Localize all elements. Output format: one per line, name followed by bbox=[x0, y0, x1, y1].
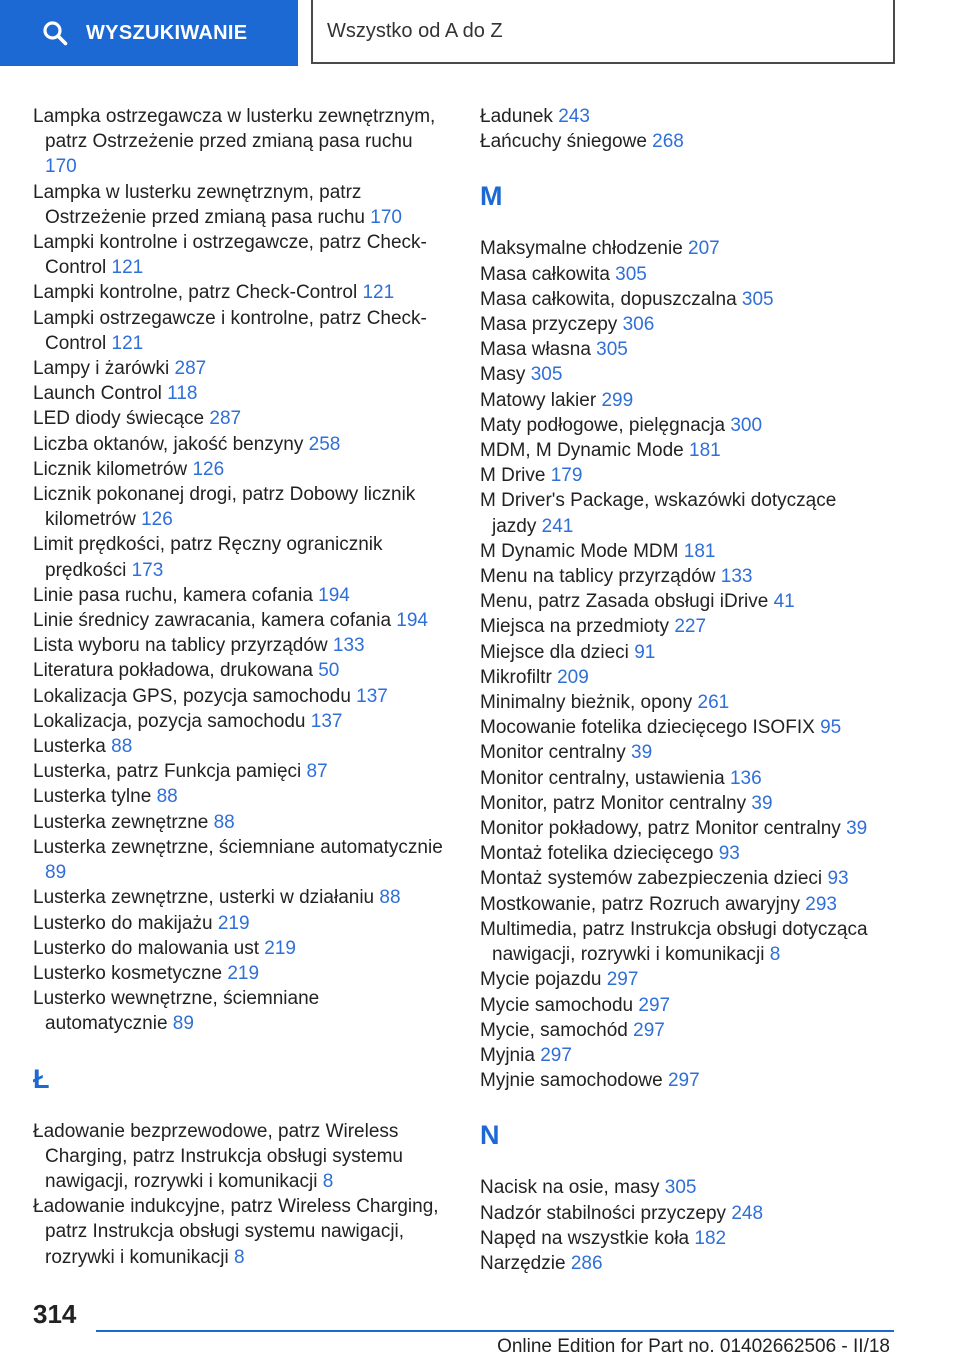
index-entry-page-link[interactable]: 133 bbox=[332, 635, 365, 657]
index-entry bbox=[480, 1226, 885, 1251]
search-label: WYSZUKIWANIE bbox=[86, 21, 248, 44]
index-entry-term: M Drive bbox=[480, 465, 546, 487]
index-entry-page-link[interactable]: 126 bbox=[192, 458, 225, 480]
index-entry-page-link[interactable]: 181 bbox=[683, 540, 716, 562]
index-entry-term: Łańcuchy śniegowe bbox=[480, 131, 647, 153]
index-entry-page-link[interactable]: 133 bbox=[720, 566, 753, 588]
index-entry-page-link[interactable]: 194 bbox=[318, 584, 350, 606]
index-entry-page-link[interactable]: 219 bbox=[227, 962, 260, 984]
index-entry bbox=[480, 1018, 885, 1043]
index-entry-term: M Dynamic Mode MDM bbox=[480, 540, 679, 562]
index-entry bbox=[33, 961, 443, 986]
index-entry-term: Launch Control bbox=[33, 383, 162, 405]
index-entry bbox=[480, 539, 885, 564]
index-entry bbox=[480, 438, 885, 463]
index-entry-term: Lampki ostrzegawcze i kontrolne, patrz Check-Control bbox=[33, 307, 427, 354]
index-entry bbox=[480, 791, 885, 816]
index-entry-term: Masa przyczepy bbox=[480, 314, 618, 336]
index-entry-term: Miejsce dla dzieci bbox=[480, 641, 629, 663]
index-entry-term: Lampka ostrzegawcza w lusterku zewnętrznym, patrz Ostrzeżenie przed zmianą pasa ruchu bbox=[33, 106, 436, 153]
index-entry-term: Lusterka tylne bbox=[33, 786, 152, 808]
index-entry-term: Myjnia bbox=[480, 1044, 535, 1066]
index-entry-term: MDM, M Dynamic Mode bbox=[480, 440, 684, 462]
index-entry-page-link[interactable]: 293 bbox=[805, 893, 837, 915]
index-entry-term: Ładunek bbox=[480, 106, 553, 127]
index-entry bbox=[33, 986, 443, 1036]
index-entry-term: Montaż systemów zabezpieczenia dzieci bbox=[480, 868, 823, 890]
index-entry bbox=[480, 362, 885, 387]
footer-edition: Online Edition for Part no. 01402662506 - II/18 bbox=[497, 1336, 890, 1357]
index-entry bbox=[33, 658, 443, 683]
index-entry-term: Masa całkowita, dopuszczalna bbox=[480, 288, 737, 310]
index-entry bbox=[480, 463, 885, 488]
index-entry-page-link[interactable]: 305 bbox=[615, 263, 647, 285]
index-entry-term: Monitor centralny bbox=[480, 742, 626, 764]
index-entry-page-link[interactable]: 50 bbox=[318, 660, 340, 682]
index-entry-page-link[interactable]: 297 bbox=[633, 1019, 665, 1041]
index-entry-page-link[interactable]: 287 bbox=[209, 408, 242, 430]
index-entry-page-link[interactable]: 297 bbox=[638, 994, 671, 1016]
index-entry-term: Mycie pojazdu bbox=[480, 969, 602, 991]
index-entry bbox=[480, 312, 885, 337]
index-entry bbox=[480, 917, 885, 967]
index-entry-page-link[interactable]: 121 bbox=[111, 257, 144, 279]
index-entry-term: Narzędzie bbox=[480, 1252, 566, 1274]
index-entry-page-link[interactable]: 126 bbox=[141, 509, 173, 531]
index-column-left bbox=[33, 104, 443, 1270]
index-entry bbox=[33, 759, 443, 784]
index-entry-page-link[interactable]: 297 bbox=[667, 1070, 700, 1092]
index-entry-term: Lusterko do malowania ust bbox=[33, 937, 260, 959]
index-entry-term: Monitor, patrz Monitor centralny bbox=[480, 792, 747, 814]
index-entry-page-link[interactable]: 241 bbox=[541, 515, 574, 537]
index-entry bbox=[33, 633, 443, 658]
index-entry-page-link[interactable]: 8 bbox=[769, 944, 781, 966]
index-entry bbox=[33, 911, 443, 936]
index-entry-term: Lusterka zewnętrzne, usterki w działaniu bbox=[33, 887, 375, 909]
index-entry bbox=[480, 129, 885, 154]
index-entry bbox=[33, 356, 443, 381]
index-entry bbox=[480, 262, 885, 287]
index-entry bbox=[480, 816, 885, 841]
index-entry bbox=[33, 104, 443, 180]
index-entry bbox=[480, 287, 885, 312]
index-entry-page-link[interactable]: 88 bbox=[213, 811, 235, 833]
index-entry-term: Lusterka zewnętrzne bbox=[33, 811, 209, 833]
index-entry-term: Matowy lakier bbox=[480, 389, 597, 411]
index-entry-term: Ładowanie indukcyjne, patrz Wireless Charging, patrz Instrukcja obsługi systemu nawigacji, rozrywki i komunikacji bbox=[33, 1196, 439, 1268]
index-entry-term: Napęd na wszystkie koła bbox=[480, 1227, 690, 1249]
index-entry-term: Lusterko kosmetyczne bbox=[33, 962, 223, 984]
index-entry-term: Licznik pokonanej drogi, patrz Dobowy licznik kilometrów bbox=[33, 484, 416, 531]
index-entry-page-link[interactable]: 300 bbox=[730, 414, 763, 436]
index-entry bbox=[33, 709, 443, 734]
index-entry bbox=[480, 967, 885, 992]
index-entry-page-link[interactable]: 121 bbox=[362, 282, 395, 304]
index-entry-term: Minimalny bieżnik, opony bbox=[480, 692, 693, 714]
index-entry-page-link[interactable]: 88 bbox=[379, 887, 401, 909]
index-entry bbox=[33, 885, 443, 910]
index-entry-term: Mikrofiltr bbox=[480, 666, 552, 688]
footer-divider bbox=[96, 1330, 894, 1332]
index-entry-page-link[interactable]: 170 bbox=[370, 206, 402, 228]
index-entry-term: Lokalizacja GPS, pozycja samochodu bbox=[33, 685, 351, 707]
index-entry bbox=[33, 280, 443, 305]
index-entry bbox=[480, 841, 885, 866]
index-entry-term: Lampy i żarówki bbox=[33, 358, 170, 380]
index-entry-term: Menu na tablicy przyrządów bbox=[480, 566, 716, 588]
index-entry bbox=[480, 715, 885, 740]
index-entry-page-link[interactable]: 243 bbox=[558, 106, 590, 127]
index-entry-term: Mocowanie fotelika dziecięcego ISOFIX bbox=[480, 717, 815, 739]
index-entry-page-link[interactable]: 194 bbox=[396, 610, 428, 632]
index-entry bbox=[480, 993, 885, 1018]
index-entry-term: Mostkowanie, patrz Rozruch awaryjny bbox=[480, 893, 800, 915]
index-entry-page-link[interactable]: 305 bbox=[741, 288, 774, 310]
index-entry bbox=[480, 413, 885, 438]
index-entry bbox=[33, 482, 443, 532]
index-entry-term: Lista wyboru na tablicy przyrządów bbox=[33, 635, 328, 657]
index-entry-page-link[interactable]: 297 bbox=[540, 1044, 572, 1066]
index-entry-page-link[interactable]: 258 bbox=[308, 433, 341, 455]
index-entry bbox=[480, 488, 885, 538]
index-entry-page-link[interactable]: 8 bbox=[233, 1246, 245, 1268]
index-entry-term: Lusterka, patrz Funkcja pamięci bbox=[33, 761, 302, 783]
index-entry-page-link[interactable]: 181 bbox=[689, 440, 721, 462]
index-entry bbox=[33, 532, 443, 582]
index-entry-page-link[interactable]: 261 bbox=[697, 692, 730, 714]
index-entry-page-link[interactable]: 88 bbox=[111, 736, 133, 758]
index-entry-term: Linie pasa ruchu, kamera cofania bbox=[33, 584, 313, 606]
index-entry-page-link[interactable]: 136 bbox=[729, 767, 762, 789]
index-entry-page-link[interactable]: 89 bbox=[45, 862, 67, 884]
index-entry-term: Ładowanie bezprzewodowe, patrz Wireless Charging, patrz Instrukcja obsługi systemu nawigacji, rozrywki i komunikacji bbox=[33, 1120, 403, 1192]
index-entry bbox=[33, 583, 443, 608]
index-entry-term: Literatura pokładowa, drukowana bbox=[33, 660, 313, 682]
index-entry bbox=[33, 1119, 443, 1195]
index-entry-term: M Driver's Package, wskazówki dotyczące jazdy bbox=[480, 490, 837, 537]
index-entry-page-link[interactable]: 179 bbox=[550, 465, 583, 487]
index-entry bbox=[480, 740, 885, 765]
index-entry-page-link[interactable]: 87 bbox=[306, 761, 328, 783]
index-entry-term: Linie średnicy zawracania, kamera cofania bbox=[33, 610, 392, 632]
index-entry-term: Lampki kontrolne i ostrzegawcze, patrz Check-Control bbox=[33, 232, 427, 279]
index-entry-page-link[interactable]: 88 bbox=[156, 786, 178, 808]
index-entry-page-link[interactable]: 207 bbox=[688, 238, 720, 260]
index-entry bbox=[33, 406, 443, 431]
index-entry-page-link[interactable]: 286 bbox=[570, 1252, 603, 1274]
index-entry bbox=[480, 1201, 885, 1226]
index-letter-heading: Ł bbox=[33, 1063, 50, 1094]
index-entry-term: Mycie, samochód bbox=[480, 1019, 628, 1041]
index-entry-term: Nadzór stabilności przyczepy bbox=[480, 1202, 727, 1224]
index-entry-page-link[interactable]: 219 bbox=[217, 912, 250, 934]
index-entry-term: Maksymalne chłodzenie bbox=[480, 238, 683, 260]
index-entry bbox=[480, 1068, 885, 1093]
index-entry-page-link[interactable]: 89 bbox=[172, 1013, 194, 1035]
index-entry-page-link[interactable]: 248 bbox=[731, 1202, 764, 1224]
index-entry-page-link[interactable]: 287 bbox=[174, 358, 207, 380]
index-entry-term: Maty podłogowe, pielęgnacja bbox=[480, 414, 726, 436]
index-entry-term: Mycie samochodu bbox=[480, 994, 634, 1016]
index-entry-term: Montaż fotelika dziecięcego bbox=[480, 843, 714, 865]
index-entry bbox=[33, 457, 443, 482]
index-entry bbox=[33, 306, 443, 356]
index-entry-term: Lampki kontrolne, patrz Check-Control bbox=[33, 282, 358, 304]
index-entry-term: Myjnie samochodowe bbox=[480, 1070, 663, 1092]
section-title: Wszystko od A do Z bbox=[311, 0, 895, 64]
index-column-right bbox=[480, 104, 885, 1276]
index-entry-page-link[interactable]: 41 bbox=[773, 591, 795, 613]
index-entry-page-link[interactable]: 39 bbox=[751, 792, 773, 814]
index-entry bbox=[33, 784, 443, 809]
index-entry bbox=[480, 388, 885, 413]
index-entry-term: Masy bbox=[480, 364, 526, 386]
index-entry-page-link[interactable]: 8 bbox=[322, 1170, 334, 1192]
search-button[interactable] bbox=[0, 0, 298, 66]
index-entry bbox=[480, 665, 885, 690]
index-entry-page-link[interactable]: 268 bbox=[652, 131, 684, 153]
index-entry bbox=[480, 1175, 885, 1200]
index-entry-page-link[interactable]: 93 bbox=[827, 868, 849, 890]
index-entry-page-link[interactable]: 121 bbox=[111, 332, 144, 354]
index-entry-page-link[interactable]: 305 bbox=[530, 364, 563, 386]
index-entry-page-link[interactable]: 182 bbox=[694, 1227, 727, 1249]
index-entry bbox=[480, 564, 885, 589]
top-bar bbox=[0, 0, 960, 66]
index-entry bbox=[33, 936, 443, 961]
index-entry-page-link[interactable]: 209 bbox=[557, 666, 589, 688]
index-entry-term: Limit prędkości, patrz Ręczny ogranicznik prędkości bbox=[33, 534, 383, 581]
index-entry-term: Lusterko wewnętrzne, ściemniane automatycznie bbox=[33, 988, 320, 1035]
index-entry-term: Nacisk na osie, masy bbox=[480, 1177, 660, 1199]
index-entry-term: LED diody świecące bbox=[33, 408, 205, 430]
index-entry-term: Lusterka zewnętrzne, ściemniane automatycznie bbox=[33, 836, 443, 858]
index-entry-page-link[interactable]: 173 bbox=[131, 559, 164, 581]
index-entry bbox=[33, 734, 443, 759]
index-entry bbox=[33, 180, 443, 230]
index-entry-term: Masa własna bbox=[480, 339, 591, 361]
index-entry bbox=[480, 1251, 885, 1276]
index-entry bbox=[480, 892, 885, 917]
index-entry bbox=[33, 835, 443, 885]
index-entry-page-link[interactable]: 39 bbox=[846, 818, 868, 840]
index-entry-page-link[interactable]: 118 bbox=[167, 383, 198, 405]
index-entry-page-link[interactable]: 137 bbox=[356, 685, 388, 707]
index-entry bbox=[480, 236, 885, 261]
index-entry-page-link[interactable]: 219 bbox=[264, 937, 296, 959]
index-entry-term: Miejsca na przedmioty bbox=[480, 616, 670, 638]
index-entry-term: Lampka w lusterku zewnętrznym, patrz Ostrzeżenie przed zmianą pasa ruchu bbox=[33, 181, 365, 228]
index-entry-term: Monitor centralny, ustawienia bbox=[480, 767, 725, 789]
index-entry-term: Masa całkowita bbox=[480, 263, 610, 285]
index-entry bbox=[33, 230, 443, 280]
index-entry-page-link[interactable]: 299 bbox=[601, 389, 634, 411]
index-entry bbox=[480, 766, 885, 791]
index-entry-page-link[interactable]: 95 bbox=[820, 717, 842, 739]
index-entry bbox=[33, 684, 443, 709]
index-entry-page-link[interactable]: 297 bbox=[606, 969, 639, 991]
index-entry bbox=[33, 608, 443, 633]
index-entry-page-link[interactable]: 227 bbox=[674, 616, 707, 638]
index-entry bbox=[480, 640, 885, 665]
index-entry-term: Licznik kilometrów bbox=[33, 458, 188, 480]
index-entry-page-link[interactable]: 305 bbox=[596, 339, 628, 361]
index-entry bbox=[480, 866, 885, 891]
index-letter-heading: N bbox=[480, 1120, 500, 1151]
index-entry bbox=[480, 337, 885, 362]
index-entry-page-link[interactable]: 93 bbox=[718, 843, 740, 865]
index-entry-page-link[interactable]: 306 bbox=[622, 314, 655, 336]
index-entry-page-link[interactable]: 305 bbox=[664, 1177, 697, 1199]
index-entry-term: Lokalizacja, pozycja samochodu bbox=[33, 710, 306, 732]
index-entry-term: Menu, patrz Zasada obsługi iDrive bbox=[480, 591, 769, 613]
index-entry bbox=[480, 1043, 885, 1068]
index-entry-term: Liczba oktanów, jakość benzyny bbox=[33, 433, 304, 455]
index-entry-term: Multimedia, patrz Instrukcja obsługi dotycząca nawigacji, rozrywki i komunikacji bbox=[480, 918, 868, 966]
index-entry-term: Monitor pokładowy, patrz Monitor centralny bbox=[480, 818, 841, 840]
index-entry bbox=[480, 690, 885, 715]
index-entry-term: Lusterka bbox=[33, 736, 106, 758]
search-icon bbox=[42, 20, 68, 46]
index-entry-page-link[interactable]: 39 bbox=[631, 742, 653, 764]
index-entry-page-link[interactable]: 91 bbox=[634, 641, 656, 663]
index-entry-page-link[interactable]: 137 bbox=[310, 710, 343, 732]
index-entry bbox=[480, 589, 885, 614]
index-entry bbox=[33, 810, 443, 835]
index-entry bbox=[33, 381, 443, 406]
index-letter-heading: M bbox=[480, 181, 503, 212]
index-entry-term: Lusterko do makijażu bbox=[33, 912, 213, 934]
page-number: 314 bbox=[33, 1299, 77, 1329]
index-entry bbox=[480, 614, 885, 639]
index-entry bbox=[33, 1194, 443, 1270]
index-entry-page-link[interactable]: 170 bbox=[45, 156, 77, 178]
index-entry bbox=[480, 104, 885, 129]
index-entry bbox=[33, 432, 443, 457]
